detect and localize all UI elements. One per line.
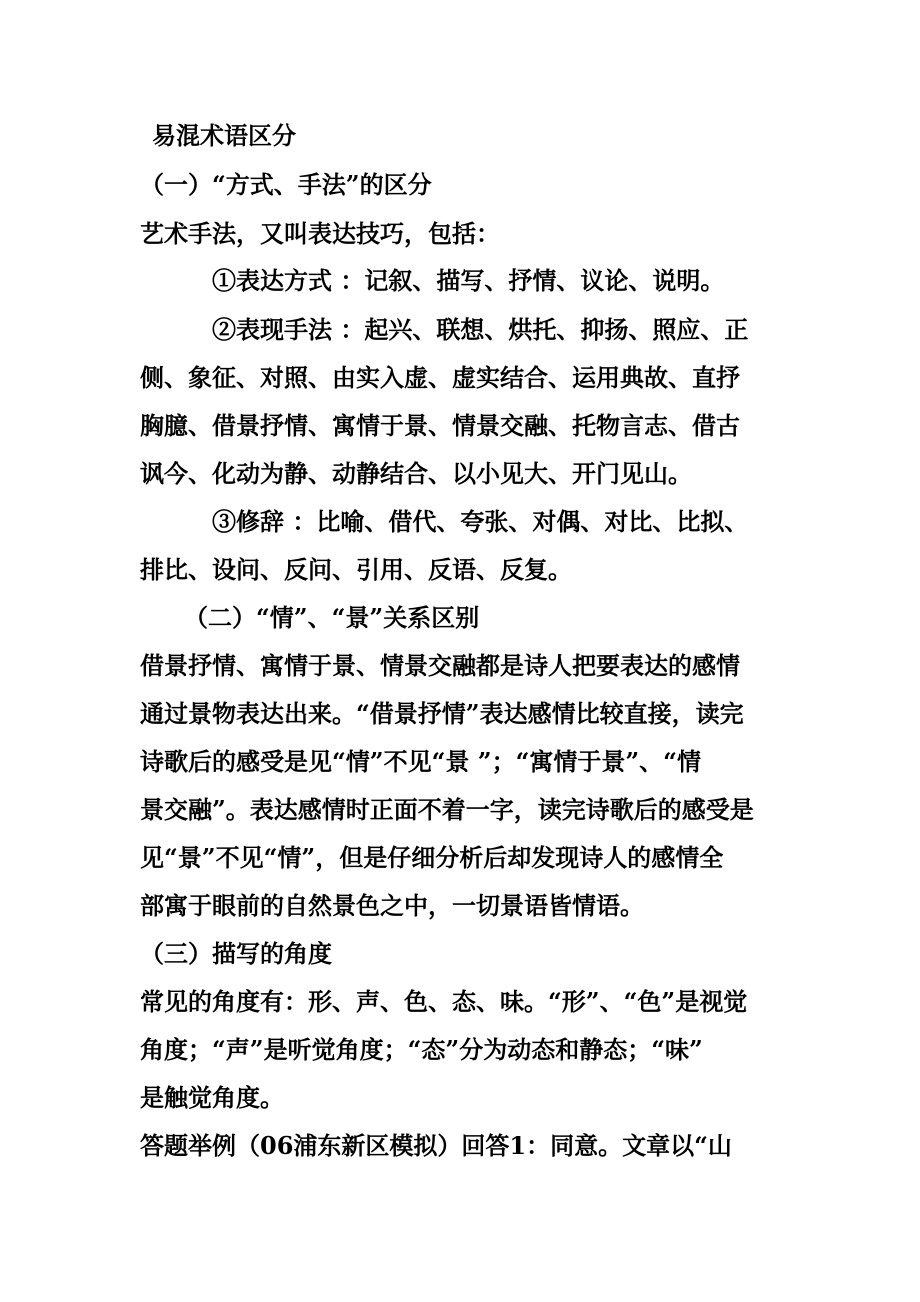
document-title: 易混术语区分 [152, 121, 296, 150]
section1-item3-line2: 排比、设问、反问、引用、反语、反复。 [140, 555, 572, 584]
section2-line1: 借景抒情、寓情于景、情景交融都是诗人把要表达的感情 [140, 651, 740, 680]
section2-line4: 景交融”。表达感情时正面不着一字，读完诗歌后的感受是 [140, 795, 754, 824]
section2-heading: （二）“情”、“景”关系区别 [184, 603, 480, 632]
example-line: 答题举例（06浦东新区模拟）回答1：同意。文章以“山 [140, 1131, 732, 1160]
section1-item2-line4: 讽今、化动为静、动静结合、以小见大、开门见山。 [140, 459, 692, 488]
section2-line5: 见“景”不见“情”，但是仔细分析后却发现诗人的感情全 [140, 843, 724, 872]
section1-item3-line1: ③修辞 ：比喻、借代、夸张、对偶、对比、比拟、 [212, 507, 749, 536]
section3-line2: 角度；“声”是听觉角度；“态”分为动态和静态；“味” [140, 1035, 703, 1064]
section2-line3: 诗歌后的感受是见“情”不见“景 ”；“寓情于景”、“情 [140, 747, 701, 776]
section1-heading: （一）“方式、手法”的区分 [140, 170, 432, 199]
section2-line2: 通过景物表达出来。“借景抒情”表达感情比较直接，读完 [140, 699, 744, 728]
section1-item2-line3: 胸臆、借景抒情、寓情于景、情景交融、托物言志、借古 [140, 411, 740, 440]
section2-line6: 部寓于眼前的自然景色之中，一切景语皆情语。 [140, 891, 644, 920]
section3-line3: 是触觉角度。 [140, 1083, 284, 1112]
section1-intro: 艺术手法，又叫表达技巧，包括： [140, 219, 500, 248]
section1-item1: ①表达方式 ：记叙、描写、抒情、议论、说明。 [212, 266, 725, 295]
section1-item2-line1: ②表现手法 ：起兴、联想、烘托、抑扬、照应、正 [212, 315, 749, 344]
section3-line1: 常见的角度有：形、声、色、态、味。“形”、“色”是视觉 [140, 987, 748, 1016]
section1-item2-line2: 侧、象征、对照、由实入虚、虚实结合、运用典故、直抒 [140, 363, 740, 392]
section3-heading: （三）描写的角度 [140, 939, 332, 968]
